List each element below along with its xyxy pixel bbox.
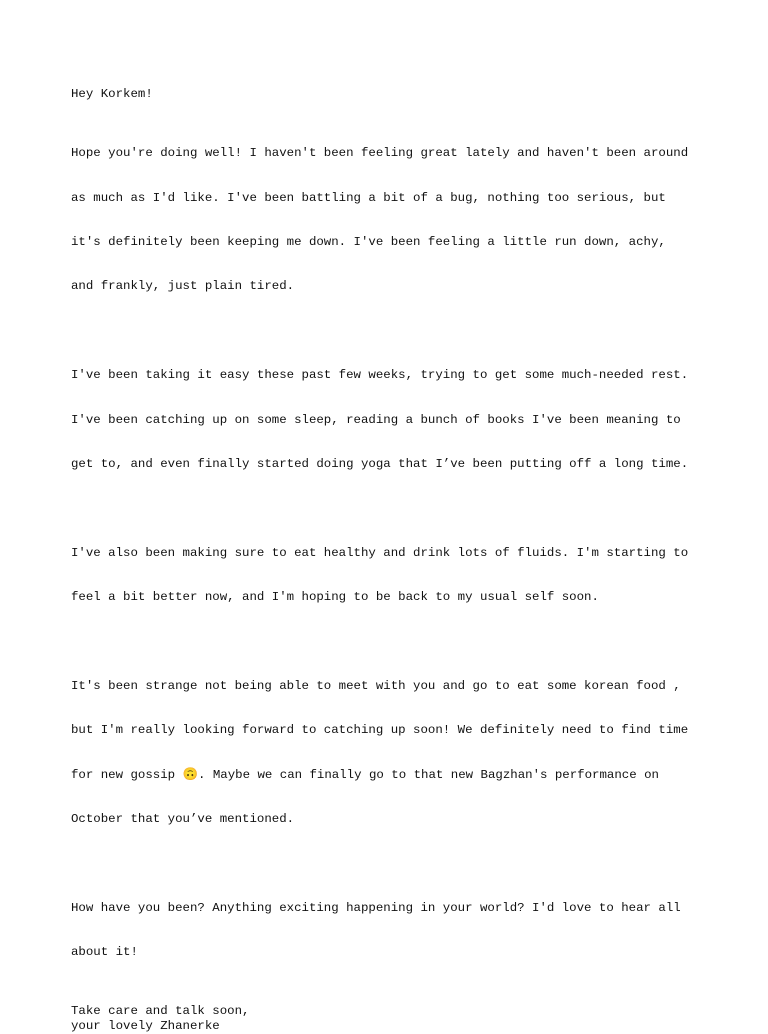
closing-line: Take care and talk soon, xyxy=(71,1004,250,1019)
paragraph-line: as much as I'd like. I've been battling a bit of a bug, nothing too serious, but xyxy=(71,190,666,205)
paragraph-3 xyxy=(71,516,711,634)
paragraph-line: and frankly, just plain tired. xyxy=(71,279,295,294)
paragraph-line: but I'm really looking forward to catching up soon! We definitely need to find time xyxy=(71,723,689,738)
paragraph-line: about it! xyxy=(71,945,138,960)
paragraph-line: How have you been? Anything exciting happening in your world? I'd love to hear all xyxy=(71,900,681,915)
paragraph-line: feel a bit better now, and I'm hoping to be back to my usual self soon. xyxy=(71,590,599,605)
paragraph-line: Hope you're doing well! I haven't been feeling great lately and haven't been around xyxy=(71,146,689,161)
paragraph-line: I've been taking it easy these past few weeks, trying to get some much-needed rest. xyxy=(71,368,689,383)
paragraph-line: for new gossip 🙃. Maybe we can finally go to that new Bagzhan's performance on xyxy=(71,767,659,782)
paragraph-2 xyxy=(71,339,711,502)
letter-page xyxy=(71,87,711,1034)
paragraph-line: get to, and even finally started doing yoga that I’ve been putting off a long time. xyxy=(71,456,689,471)
paragraph-line: It's been strange not being able to meet with you and go to eat some korean food , xyxy=(71,678,681,693)
paragraph-line: I've also been making sure to eat healthy and drink lots of fluids. I'm starting to xyxy=(71,545,689,560)
sign-off xyxy=(71,1004,711,1034)
paragraph-line: October that you’ve mentioned. xyxy=(71,812,295,827)
paragraph-line: it's definitely been keeping me down. I've been feeling a little run down, achy, xyxy=(71,234,666,249)
signature: your lovely Zhanerke xyxy=(71,1019,220,1034)
paragraph-1 xyxy=(71,117,711,324)
paragraph-5 xyxy=(71,871,711,989)
paragraph-4 xyxy=(71,649,711,856)
greeting: Hey Korkem! xyxy=(71,87,153,101)
paragraph-line: I've been catching up on some sleep, reading a bunch of books I've been meaning to xyxy=(71,412,681,427)
